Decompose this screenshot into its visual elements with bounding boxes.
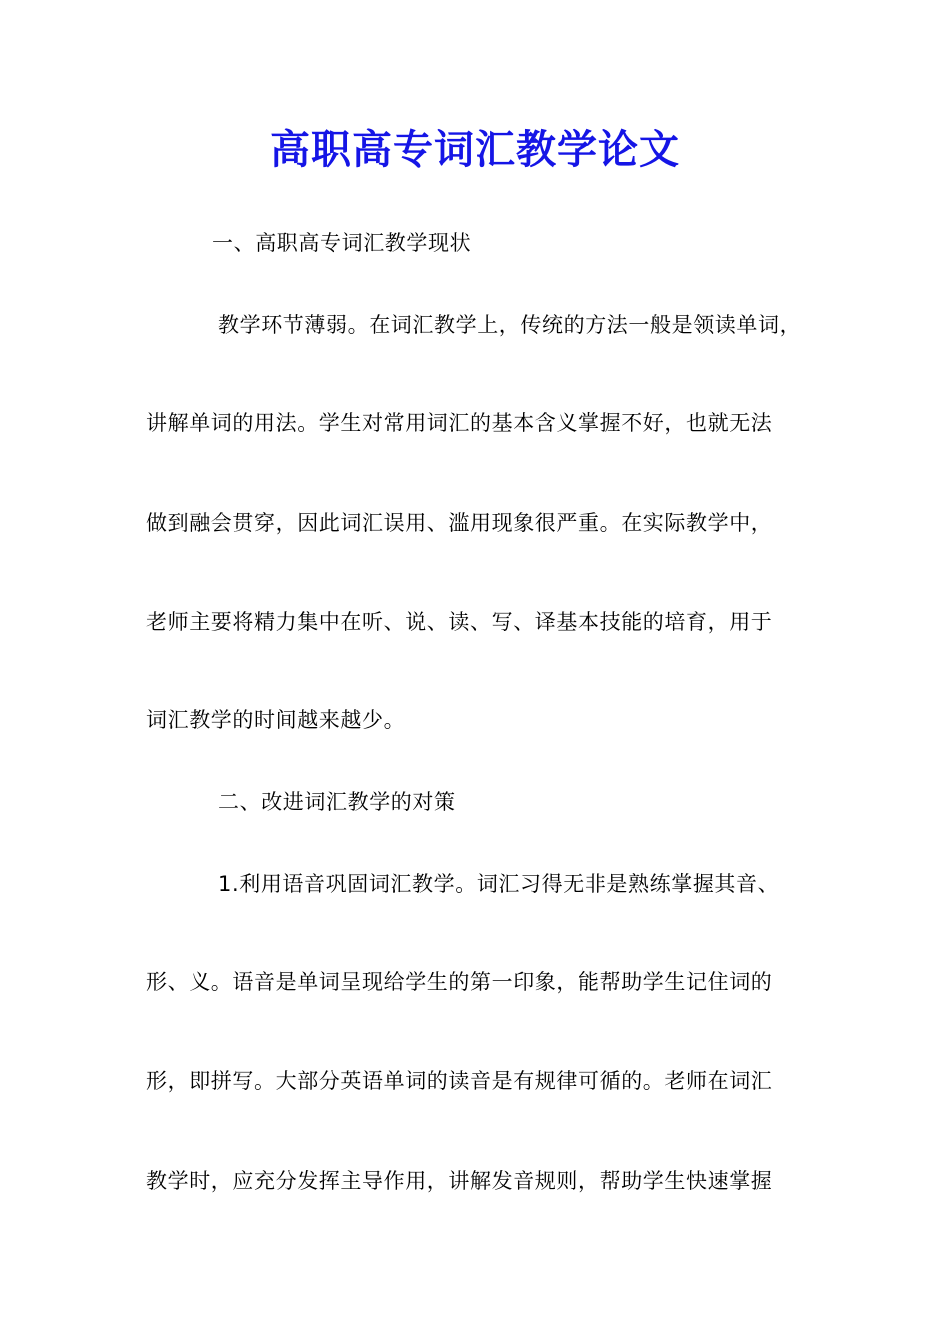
paragraph-line: 讲解单词的用法。学生对常用词汇的基本含义掌握不好，也就无法 (146, 411, 773, 435)
section-heading-1: 一、高职高专词汇教学现状 (212, 231, 472, 255)
paragraph-line: 做到融会贯穿，因此词汇误用、滥用现象很严重。在实际教学中， (146, 511, 773, 535)
document-title: 高职高专词汇教学论文 (270, 126, 680, 173)
paragraph-line: 词汇教学的时间越来越少。 (146, 708, 406, 732)
paragraph-line: 老师主要将精力集中在听、说、读、写、译基本技能的培育，用于 (146, 610, 773, 634)
paragraph-line: 教学环节薄弱。在词汇教学上，传统的方法一般是领读单词， (218, 313, 802, 337)
paragraph-line: 形、义。语音是单词呈现给学生的第一印象，能帮助学生记住词的 (146, 970, 773, 994)
section-heading-2: 二、改进词汇教学的对策 (218, 790, 456, 814)
paragraph-line: 形，即拼写。大部分英语单词的读音是有规律可循的。老师在词汇 (146, 1069, 773, 1093)
paragraph-line: 1.利用语音巩固词汇教学。词汇习得无非是熟练掌握其音、 (218, 872, 780, 896)
paragraph-line: 教学时，应充分发挥主导作用，讲解发音规则，帮助学生快速掌握 (146, 1169, 773, 1193)
